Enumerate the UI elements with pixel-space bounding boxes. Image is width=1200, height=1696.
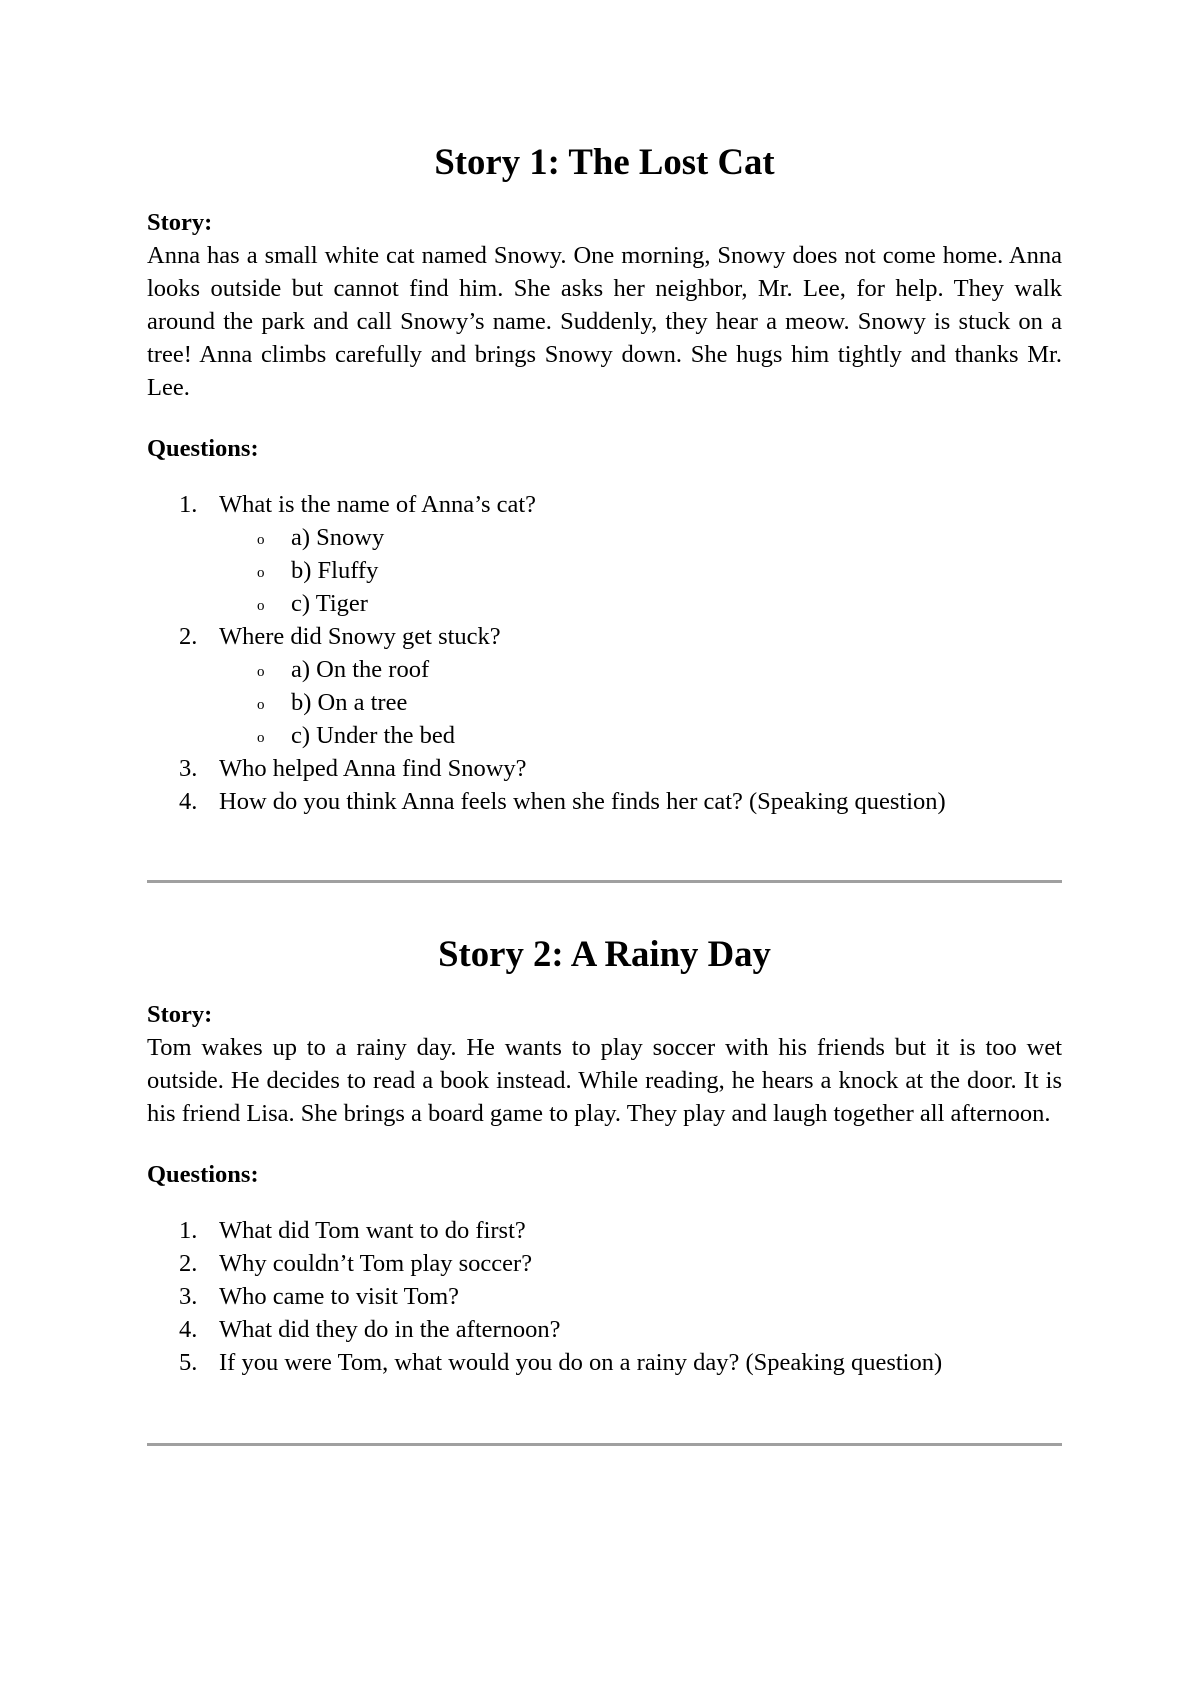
question-item (147, 1214, 1034, 1247)
story-2-story-label: Story: (147, 1001, 213, 1028)
story-1-questions-list (147, 488, 1062, 818)
answer-option (147, 719, 1034, 752)
question-text: If you were Tom, what would you do on a rainy day? (Speaking question) (219, 1349, 943, 1376)
story-1-section (147, 141, 1062, 818)
question-number: 5. (179, 1349, 198, 1376)
question-text: Why couldn’t Tom play soccer? (219, 1250, 533, 1277)
answer-option (147, 653, 1034, 686)
question-item (147, 1280, 1034, 1313)
question-item (147, 620, 1034, 752)
story-2-title: Story 2: A Rainy Day (438, 933, 771, 974)
question-number: 1. (179, 491, 198, 518)
question-text: Who came to visit Tom? (219, 1283, 460, 1310)
question-number: 2. (179, 1250, 198, 1277)
answer-option-text: b) On a tree (291, 689, 408, 716)
question-text: What is the name of Anna’s cat? (219, 491, 537, 518)
story-2-questions-label: Questions: (147, 1161, 259, 1188)
question-text: Where did Snowy get stuck? (219, 623, 501, 650)
question-item (147, 1247, 1034, 1280)
circle-bullet-icon: o (257, 532, 265, 548)
question-text: What did Tom want to do first? (219, 1217, 526, 1244)
answer-option (147, 521, 1034, 554)
question-number: 3. (179, 1283, 198, 1310)
question-text: What did they do in the afternoon? (219, 1316, 561, 1343)
circle-bullet-icon: o (257, 730, 265, 746)
section-divider (147, 1443, 1062, 1446)
story-2-questions-list (147, 1214, 1062, 1379)
story-1-title: Story 1: The Lost Cat (434, 141, 775, 182)
question-item (147, 752, 1034, 785)
answer-option (147, 587, 1034, 620)
answer-options (219, 521, 1034, 620)
answer-option-text: c) Under the bed (291, 722, 455, 749)
question-item (147, 1313, 1034, 1346)
answer-option-text: a) Snowy (291, 524, 385, 551)
story-1-story-label: Story: (147, 209, 213, 236)
answer-options (219, 653, 1034, 752)
question-number: 1. (179, 1217, 198, 1244)
question-text: Who helped Anna find Snowy? (219, 755, 527, 782)
question-number: 3. (179, 755, 198, 782)
circle-bullet-icon: o (257, 565, 265, 581)
section-divider (147, 880, 1062, 883)
answer-option-text: c) Tiger (291, 590, 368, 617)
question-number: 4. (179, 1316, 198, 1343)
question-number: 4. (179, 788, 198, 815)
circle-bullet-icon: o (257, 664, 265, 680)
answer-option (147, 686, 1034, 719)
story-2-text: Tom wakes up to a rainy day. He wants to play soccer with his friends but it is too wet outside. He decides to read a book instead. While reading, he hears a knock at the door. It is his friend Lisa. She brings a board game to play. They play and laugh together all afternoon. (147, 1034, 1062, 1127)
story-2-section (147, 933, 1062, 1379)
question-number: 2. (179, 623, 198, 650)
circle-bullet-icon: o (257, 598, 265, 614)
answer-option (147, 554, 1034, 587)
question-item (147, 1346, 1034, 1379)
question-text: How do you think Anna feels when she finds her cat? (Speaking question) (219, 788, 946, 815)
answer-option-text: a) On the roof (291, 656, 430, 683)
story-1-questions-label: Questions: (147, 435, 259, 462)
question-item (147, 488, 1034, 620)
circle-bullet-icon: o (257, 697, 265, 713)
question-item (147, 785, 1034, 818)
story-1-text: Anna has a small white cat named Snowy. One morning, Snowy does not come home. Anna looks outside but cannot find him. She asks her neighbor, Mr. Lee, for help. They walk around the park and call Snowy’s name. Suddenly, they hear a meow. Snowy is stuck on a tree! Anna climbs carefully and brings Snowy down. She hugs him tightly and thanks Mr. Lee. (147, 242, 1062, 401)
answer-option-text: b) Fluffy (291, 557, 379, 584)
